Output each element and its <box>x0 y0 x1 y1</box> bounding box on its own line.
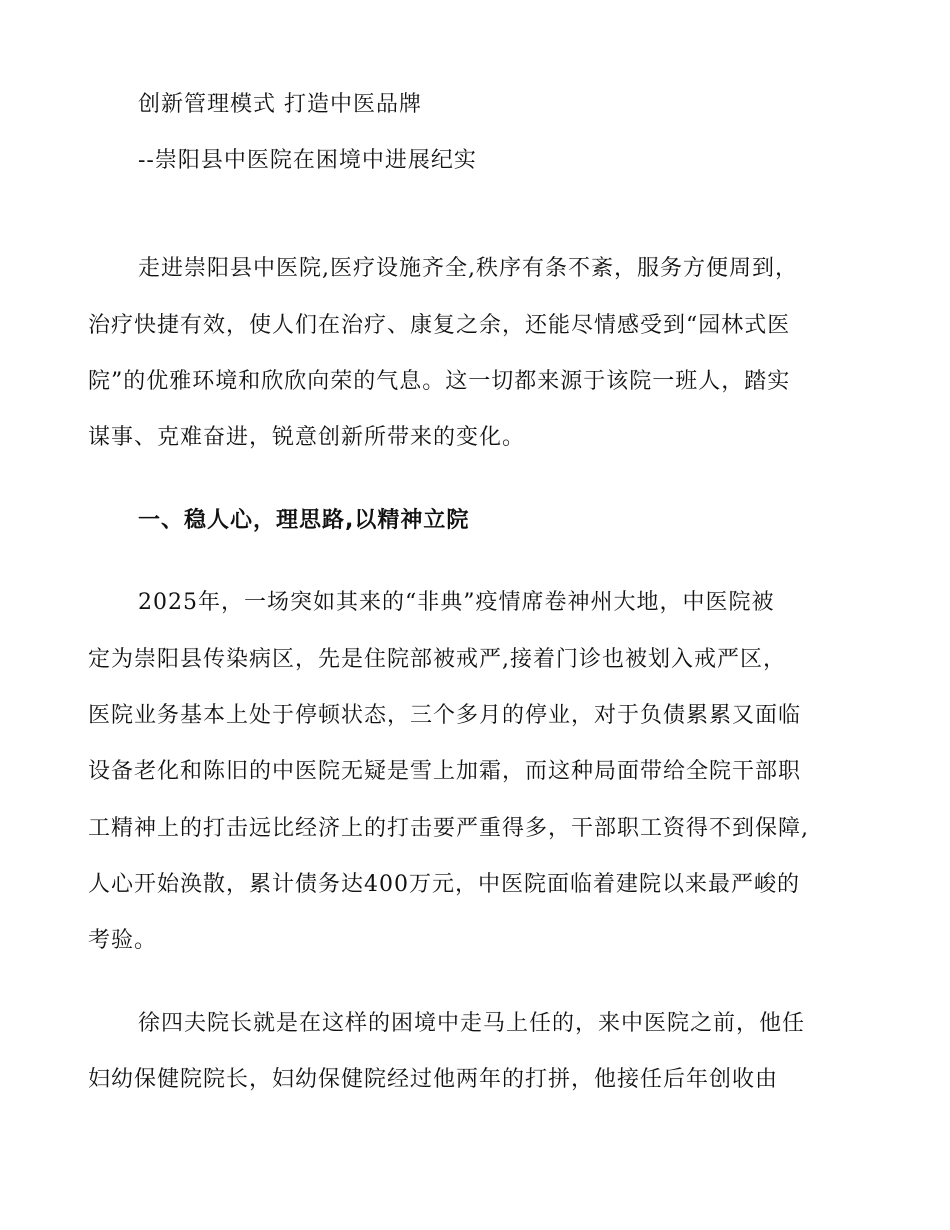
intro-line-1: 走进崇阳县中医院,医疗设施齐全,秩序有条不紊，服务方便周到， <box>138 256 798 281</box>
para2-line-3: 医院业务基本上处于停顿状态，三个多月的停业，对于负债累累又面临 <box>88 703 802 728</box>
intro-line-2: 治疗快捷有效，使人们在治疗、康复之余，还能尽情感受到“园林式医 <box>88 313 791 338</box>
document-subtitle: --崇阳县中医院在困境中进展纪实 <box>138 148 477 173</box>
para2-line-6: 人心开始涣散，累计债务达400万元，中医院面临着建院以来最严峻的 <box>88 872 800 897</box>
para2-line-4: 设备老化和陈旧的中医院无疑是雪上加霜，而这种局面带给全院干部职 <box>88 759 802 784</box>
para2-line-1: 2025年，一场突如其来的“非典”疫情席卷神州大地，中医院被 <box>138 590 775 615</box>
para2-line-7: 考验。 <box>88 928 158 953</box>
section-heading: 一、稳人心，理思路,以精神立院 <box>138 508 470 533</box>
para2-line-2: 定为崇阳县传染病区，先是住院部被戒严,接着门诊也被划入戒严区， <box>88 647 786 672</box>
document-title: 创新管理模式 打造中医品牌 <box>138 92 422 117</box>
para3-line-1: 徐四夫院长就是在这样的困境中走马上任的，来中医院之前，他任 <box>138 1011 806 1036</box>
intro-line-3: 院”的优雅环境和欣欣向荣的气息。这一切都来源于该院一班人，踏实 <box>88 369 791 394</box>
para3-line-2: 妇幼保健院院长，妇幼保健院经过他两年的打拼，他接任后年创收由 <box>88 1067 779 1092</box>
para2-line-5: 工精神上的打击远比经济上的打击要严重得多，干部职工资得不到保障, <box>88 816 809 841</box>
intro-line-4: 谋事、克难奋进，锐意创新所带来的变化。 <box>88 425 526 450</box>
